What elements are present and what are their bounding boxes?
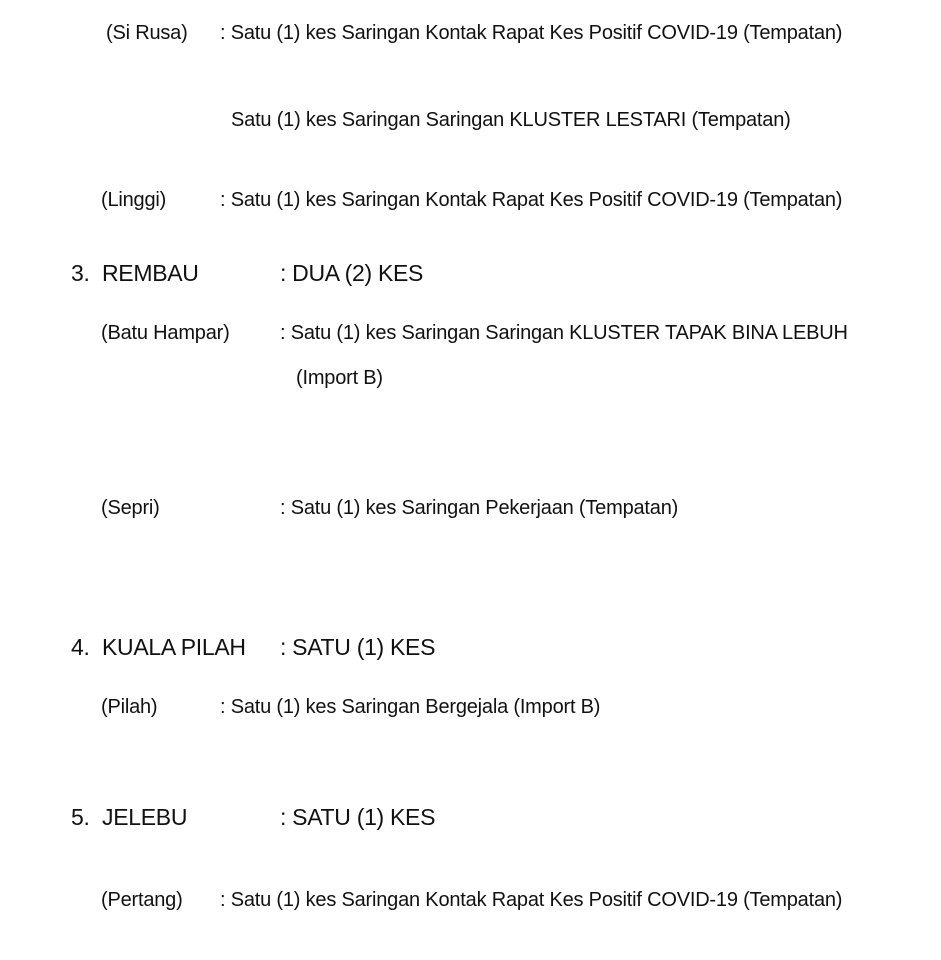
case-description-pertang: : Satu (1) kes Saringan Kontak Rapat Kes Positif COVID-19 (Tempatan)	[220, 889, 843, 911]
district-heading-jelebu: JELEBU	[102, 804, 188, 830]
locality-label-pertang: (Pertang)	[101, 889, 183, 911]
locality-label-pilah: (Pilah)	[101, 696, 158, 718]
district-number-kuala-pilah: 4.	[71, 634, 90, 660]
case-description-batu-hampar-cont: (Import B)	[296, 367, 383, 389]
case-description-linggi: : Satu (1) kes Saringan Kontak Rapat Kes Positif COVID-19 (Tempatan)	[220, 189, 843, 211]
case-description-sepri: : Satu (1) kes Saringan Pekerjaan (Tempatan)	[280, 497, 679, 519]
locality-label-si-rusa: (Si Rusa)	[106, 22, 188, 44]
district-heading-rembau: REMBAU	[102, 260, 199, 286]
district-total-jelebu: : SATU (1) KES	[280, 804, 436, 830]
locality-label-linggi: (Linggi)	[101, 189, 167, 211]
locality-label-batu-hampar: (Batu Hampar)	[101, 322, 230, 344]
case-description-si-rusa-1: : Satu (1) kes Saringan Kontak Rapat Kes Positif COVID-19 (Tempatan)	[220, 22, 843, 44]
case-description-batu-hampar: : Satu (1) kes Saringan Saringan KLUSTER TAPAK BINA LEBUH	[280, 322, 848, 344]
district-number-rembau: 3.	[71, 260, 90, 286]
case-description-si-rusa-2: Satu (1) kes Saringan Saringan KLUSTER LESTARI (Tempatan)	[231, 109, 791, 131]
district-total-kuala-pilah: : SATU (1) KES	[280, 634, 436, 660]
district-heading-kuala-pilah: KUALA PILAH	[102, 634, 246, 660]
case-description-pilah: : Satu (1) kes Saringan Bergejala (Import B)	[220, 696, 601, 718]
district-number-jelebu: 5.	[71, 804, 90, 830]
locality-label-sepri: (Sepri)	[101, 497, 160, 519]
district-total-rembau: : DUA (2) KES	[280, 260, 424, 286]
